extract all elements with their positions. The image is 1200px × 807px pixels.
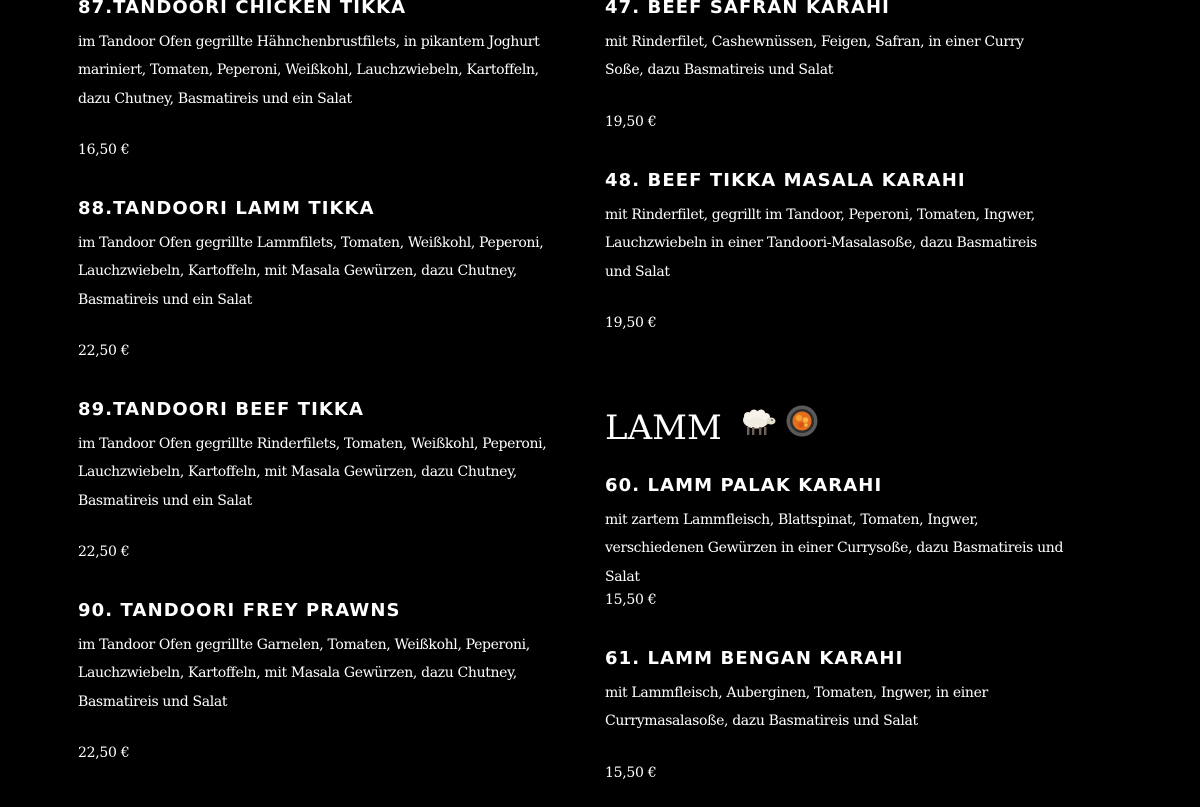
sheep-icon [739, 404, 777, 448]
menu-item-title: 61. LAMM BENGAN KARAHI [605, 648, 904, 669]
menu-item-description: mit Lammfleisch, Auberginen, Tomaten, Ingwer, in einer Currymasalasoße, dazu Basmatireis und Salat [605, 685, 988, 730]
menu-item-title: 90. TANDOORI FREY PRAWNS [78, 600, 401, 621]
menu-item-description: mit Rinderfilet, gegrillt im Tandoor, Peperoni, Tomaten, Ingwer, Lauchzwiebeln in einer Tandoori-Masalasoße, dazu Basmatireis und Salat [605, 207, 1037, 280]
menu-item-title: 48. BEEF TIKKA MASALA KARAHI [605, 170, 966, 191]
menu-item-price: 22,50 € [78, 544, 130, 560]
menu-item-price: 16,50 € [78, 142, 130, 158]
menu-item-description: mit Rinderfilet, Cashewnüssen, Feigen, Safran, in einer Curry Soße, dazu Basmatireis und Salat [605, 34, 1024, 79]
menu-item-title: 89.TANDOORI BEEF TIKKA [78, 399, 365, 420]
menu-item-description: im Tandoor Ofen gegrillte Garnelen, Tomaten, Weißkohl, Peperoni, Lauchzwiebeln, Kartoffeln, mit Masala Gewürzen, dazu Chutney, Basmatireis und Salat [78, 637, 530, 710]
menu-item-description: im Tandoor Ofen gegrillte Lammfilets, Tomaten, Weißkohl, Peperoni, Lauchzwiebeln, Kartoffeln, mit Masala Gewürzen, dazu Chutney, Basmatireis und ein Salat [78, 235, 544, 308]
menu-item-price: 22,50 € [78, 745, 130, 761]
menu-item-title: 87.TANDOORI CHICKEN TIKKA [78, 0, 407, 18]
menu-item-title: 60. LAMM PALAK KARAHI [605, 475, 883, 496]
curry-dish-icon [785, 404, 819, 449]
menu-item-price: 19,50 € [605, 315, 657, 331]
menu-item-price: 15,50 € [605, 592, 657, 608]
menu-item-price: 22,50 € [78, 343, 130, 359]
menu-item-title: 88.TANDOORI LAMM TIKKA [78, 198, 375, 219]
section-heading-lamm [605, 406, 819, 453]
menu-item-description: im Tandoor Ofen gegrillte Rinderfilets, Tomaten, Weißkohl, Peperoni, Lauchzwiebeln, Kartoffeln, mit Masala Gewürzen, dazu Chutney, Basmatireis und ein Salat [78, 436, 547, 509]
menu-item-title: 47. BEEF SAFRAN KARAHI [605, 0, 890, 18]
menu-item-description: mit zartem Lammfleisch, Blattspinat, Tomaten, Ingwer, verschiedenen Gewürzen in einer Currysoße, dazu Basmatireis und Salat [605, 512, 1064, 585]
menu-item-description: im Tandoor Ofen gegrillte Hähnchenbrustfilets, in pikantem Joghurt mariniert, Tomaten, Peperoni, Weißkohl, Lauchzwiebeln, Kartoffeln, dazu Chutney, Basmatireis und ein Salat [78, 34, 540, 107]
menu-item-price: 19,50 € [605, 114, 657, 130]
section-heading-text: LAMM [605, 408, 722, 448]
menu-item-price: 15,50 € [605, 765, 657, 781]
